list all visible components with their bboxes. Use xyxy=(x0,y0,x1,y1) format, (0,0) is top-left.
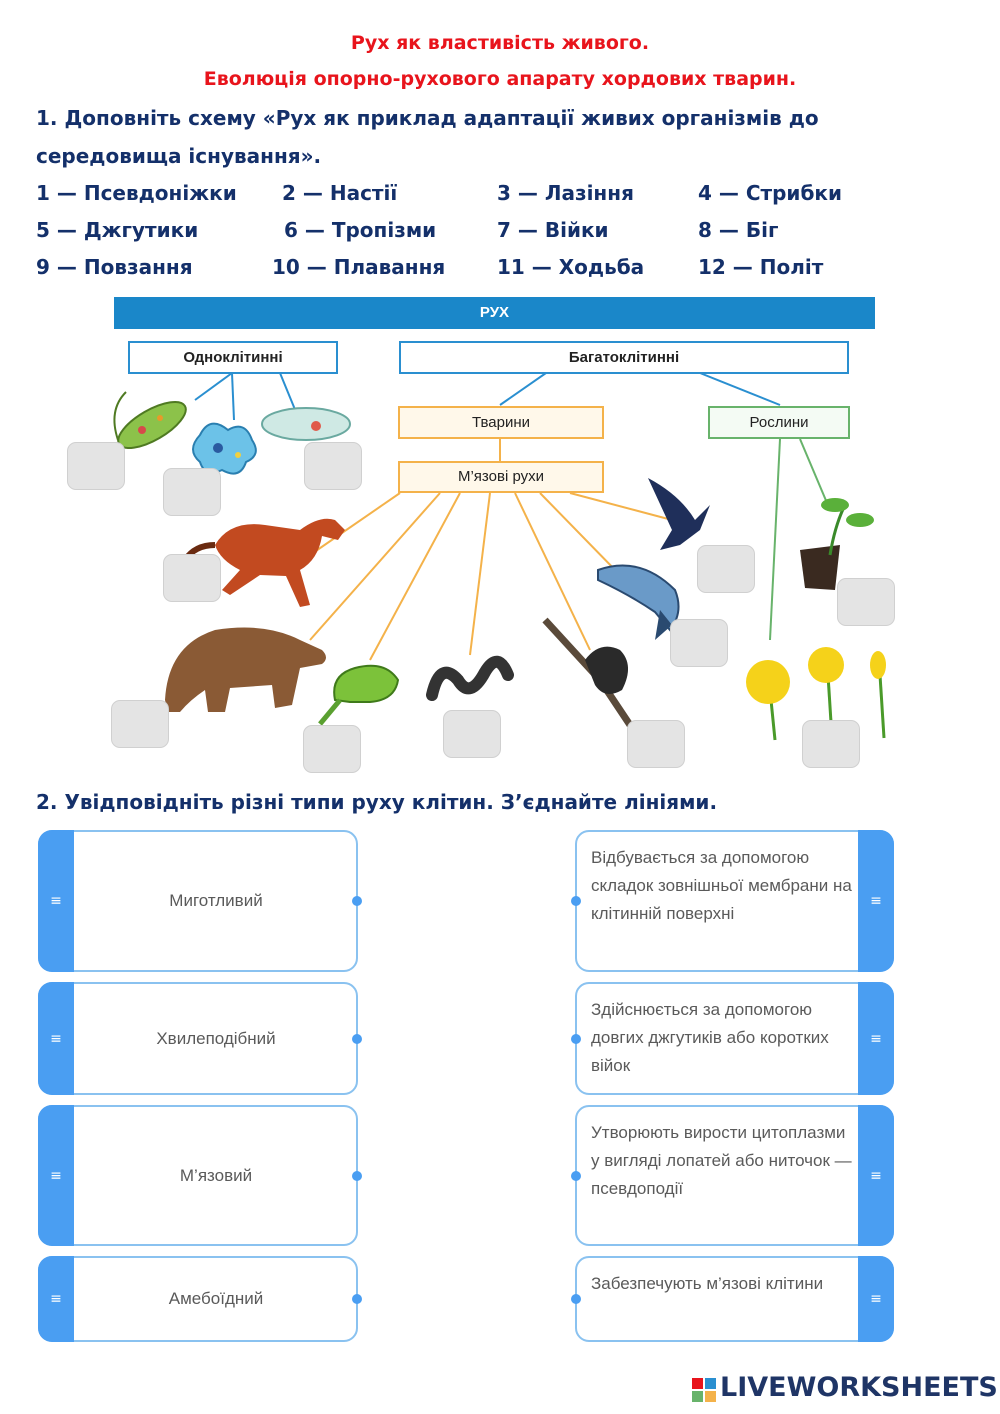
chimpanzee-icon xyxy=(545,620,630,725)
plants-box: Рослини xyxy=(708,406,850,439)
frog-icon xyxy=(320,666,398,724)
term-3: 3 — Лазіння xyxy=(497,181,634,205)
connector-dot[interactable] xyxy=(571,896,581,906)
match-left-item[interactable] xyxy=(38,1256,358,1342)
drag-handle-icon[interactable]: ≡ xyxy=(38,1105,74,1246)
task1-question-line1: 1. Доповніть схему «Рух як приклад адаптації живих організмів до xyxy=(36,106,819,130)
term-4: 4 — Стрибки xyxy=(698,181,842,205)
match-right-label: Відбувається за допомогою складок зовнішньої мембрани на клітинній поверхні xyxy=(591,848,852,923)
fish-icon xyxy=(598,566,679,641)
answer-dropzone-5[interactable] xyxy=(697,545,755,593)
match-right-label: Утворюють вирости цитоплазми у вигляді лопатей або ниточок — псевдоподії xyxy=(591,1123,852,1198)
match-right-label: Здійснюється за допомогою довгих джгутиків або коротких війок xyxy=(591,1000,829,1075)
match-left-item[interactable] xyxy=(38,830,358,972)
match-left-label: Хвилеподібний xyxy=(156,1028,276,1048)
term-1: 1 — Псевдоніжки xyxy=(36,181,237,205)
movement-header: РУХ xyxy=(114,297,875,329)
match-right-item[interactable] xyxy=(575,830,894,972)
answer-dropzone-7[interactable] xyxy=(670,619,728,667)
potted-plant-icon xyxy=(800,498,874,590)
answer-dropzone-1[interactable] xyxy=(67,442,125,490)
brand-logo: LIVEWORKSHEETS xyxy=(720,1372,998,1403)
multicellular-box: Багатоклітинні xyxy=(399,341,849,374)
connector-dot[interactable] xyxy=(352,1294,362,1304)
answer-dropzone-6[interactable] xyxy=(837,578,895,626)
drag-handle-icon[interactable]: ≡ xyxy=(38,1256,74,1342)
unicellular-box: Одноклітинні xyxy=(128,341,338,374)
match-right-item[interactable] xyxy=(575,982,894,1095)
match-left-label: М’язовий xyxy=(179,1165,253,1185)
match-right-item[interactable] xyxy=(575,1256,894,1342)
answer-dropzone-2[interactable] xyxy=(163,468,221,516)
answer-dropzone-3[interactable] xyxy=(304,442,362,490)
match-left-label: Миготливий xyxy=(169,891,263,910)
drag-handle-icon[interactable]: ≡ xyxy=(858,1256,894,1342)
drag-handle-icon[interactable]: ≡ xyxy=(858,1105,894,1246)
connector-dot[interactable] xyxy=(352,896,362,906)
connector-dot[interactable] xyxy=(571,1294,581,1304)
amoeba-icon xyxy=(193,424,256,474)
match-left-item[interactable] xyxy=(38,1105,358,1246)
answer-dropzone-9[interactable] xyxy=(303,725,361,773)
term-2: 2 — Настії xyxy=(282,181,398,205)
worksheet-title: Рух як властивість живого. xyxy=(350,32,650,54)
drag-handle-icon[interactable]: ≡ xyxy=(858,830,894,972)
answer-dropzone-8[interactable] xyxy=(111,700,169,748)
worksheet-subtitle: Еволюція опорно-рухового апарату хордових тварин. xyxy=(203,68,797,90)
task2-question: 2. Увідповідніть різні типи руху клітин. З’єднайте лініями. xyxy=(36,790,718,814)
term-6: 6 — Тропізми xyxy=(284,218,437,242)
animals-box: Тварини xyxy=(398,406,604,439)
term-11: 11 — Ходьба xyxy=(497,255,645,279)
match-right-label: Забезпечують м’язові клітини xyxy=(591,1274,824,1293)
answer-dropzone-11[interactable] xyxy=(627,720,685,768)
answer-dropzone-4[interactable] xyxy=(163,554,221,602)
swallow-icon xyxy=(648,478,710,550)
liveworksheets-logo-icon xyxy=(692,1378,716,1402)
bear-icon xyxy=(165,628,326,712)
answer-dropzone-10[interactable] xyxy=(443,710,501,758)
match-left-item[interactable] xyxy=(38,982,358,1095)
drag-handle-icon[interactable]: ≡ xyxy=(858,982,894,1095)
term-12: 12 — Політ xyxy=(698,255,824,279)
term-7: 7 — Війки xyxy=(497,218,609,242)
answer-dropzone-12[interactable] xyxy=(802,720,860,768)
snake-icon xyxy=(432,662,508,695)
task1-question-line2: середовища існування». xyxy=(36,144,322,168)
drag-handle-icon[interactable]: ≡ xyxy=(38,982,74,1095)
muscle-movement-box: М’язові рухи xyxy=(398,461,604,493)
term-5: 5 — Джгутики xyxy=(36,218,199,242)
match-left-label: Амебоїдний xyxy=(168,1289,264,1308)
drag-handle-icon[interactable]: ≡ xyxy=(38,830,74,972)
term-10: 10 — Плавання xyxy=(272,255,446,279)
connector-dot[interactable] xyxy=(571,1034,581,1044)
paramecium-icon xyxy=(262,408,350,440)
term-9: 9 — Повзання xyxy=(36,255,193,279)
connector-dot[interactable] xyxy=(352,1171,362,1181)
connector-dot[interactable] xyxy=(571,1171,581,1181)
term-8: 8 — Біг xyxy=(698,218,779,242)
connector-dot[interactable] xyxy=(352,1034,362,1044)
match-right-item[interactable] xyxy=(575,1105,894,1246)
